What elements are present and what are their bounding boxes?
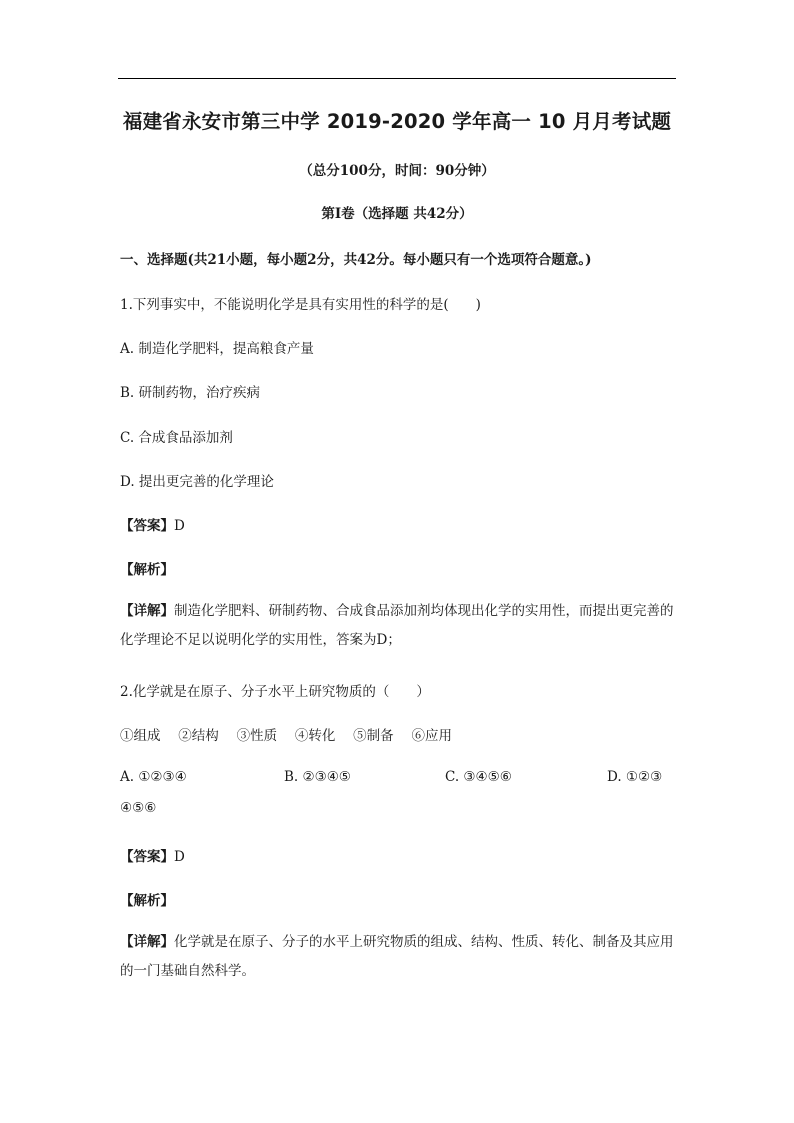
header-rule [118, 78, 676, 79]
q1-analysis-label: 【解析】 [120, 562, 174, 578]
answer-value: D [174, 518, 185, 534]
q2-option-c: C. ③④⑤⑥ [445, 769, 512, 785]
q1-detail [120, 597, 676, 655]
q2-option-d-cont: ④⑤⑥ [120, 800, 157, 816]
q2-option-a: A. ①②③④ [120, 769, 187, 785]
q1-option-c: C. 合成食品添加剂 [120, 430, 233, 446]
section-title: 第I卷（选择题 共42分） [321, 206, 473, 222]
detail-text: 制造化学肥料、研制药物、合成食品添加剂均体现出化学的实用性，而提出更完善的化学理论不足以说明化学的实用性，答案为D； [120, 603, 674, 648]
q2-option-b: B. ②③④⑤ [284, 769, 351, 785]
answer-label: 【答案】 [120, 518, 174, 534]
instructions: 一、选择题(共21小题，每小题2分，共42分。每小题只有一个选项符合题意。) [120, 252, 592, 268]
q1-stem: 1.下列事实中，不能说明化学是具有实用性的科学的是( ) [120, 297, 481, 313]
answer-label: 【答案】 [120, 849, 174, 865]
q2-analysis-label: 【解析】 [120, 893, 174, 909]
answer-value: D [174, 849, 185, 865]
detail-label: 【详解】 [120, 934, 174, 950]
q1-option-a: A. 制造化学肥料，提高粮食产量 [120, 341, 314, 357]
detail-label: 【详解】 [120, 603, 174, 619]
q2-items: ①组成 ②结构 ③性质 ④转化 ⑤制备 ⑥应用 [120, 728, 452, 744]
q1-option-d: D. 提出更完善的化学理论 [120, 474, 274, 490]
detail-text: 化学就是在原子、分子的水平上研究物质的组成、结构、性质、转化、制备及其应用的一门基础自然科学。 [120, 934, 674, 979]
q2-answer [120, 845, 185, 865]
q1-answer [120, 514, 185, 534]
q2-stem: 2.化学就是在原子、分子水平上研究物质的（ ） [120, 684, 430, 700]
page-title: 福建省永安市第三中学 2019-2020 学年高一 10 月月考试题 [122, 110, 672, 133]
q2-detail [120, 928, 676, 986]
q1-option-b: B. 研制药物，治疗疾病 [120, 385, 261, 401]
exam-info: （总分100分，时间：90分钟） [299, 163, 495, 179]
q2-option-d: D. ①②③ [607, 769, 663, 785]
